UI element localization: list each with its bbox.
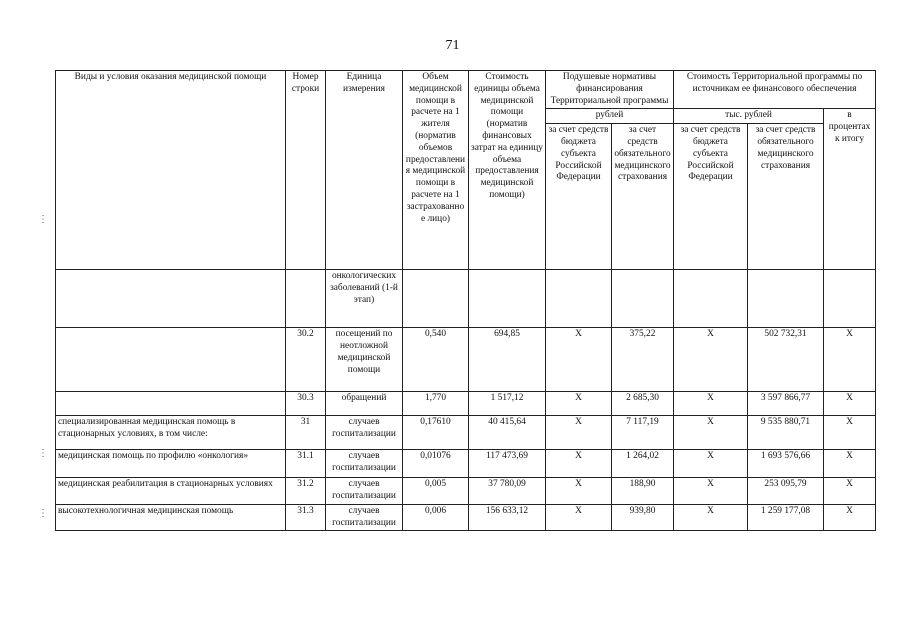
cell-unit-cost	[469, 270, 546, 328]
cell-budget-cost: Х	[674, 328, 748, 392]
cell-budget-norm: Х	[546, 328, 612, 392]
cell-budget-cost: Х	[674, 392, 748, 416]
header-regional-budget-cost: за счет средств бюджета субъекта Российской Федерации	[674, 124, 748, 270]
table-row	[56, 270, 876, 328]
cell-budget-cost: Х	[674, 504, 748, 531]
cell-care-type	[56, 392, 286, 416]
cell-percent: Х	[824, 504, 876, 531]
cell-oms-cost: 1 693 576,66	[748, 450, 824, 478]
cell-percent: Х	[824, 328, 876, 392]
cell-unit-cost: 37 780,09	[469, 478, 546, 505]
table-row	[56, 392, 876, 416]
cell-volume: 0,006	[403, 504, 469, 531]
cell-budget-norm: Х	[546, 450, 612, 478]
cell-budget-norm	[546, 270, 612, 328]
cell-percent: Х	[824, 450, 876, 478]
cell-care-type	[56, 328, 286, 392]
cell-oms-cost: 253 095,79	[748, 478, 824, 505]
table-body	[56, 270, 876, 531]
cell-row-number: 31.1	[286, 450, 326, 478]
header-oms: за счет средств обязательного медицинского страхования	[612, 124, 674, 270]
margin-mark: ⋮	[38, 448, 48, 459]
cell-care-type	[56, 270, 286, 328]
cell-row-number: 30.3	[286, 392, 326, 416]
header-per-capita-norms: Подушевые нормативы финансирования Территориальной программы	[546, 71, 674, 109]
header-volume: Объем медицинской помощи в расчете на 1 жителя (норматив объемов предоставления медицинской помощи в расчете на 1 застрахованное лицо)	[403, 71, 469, 270]
cell-unit: обращений	[326, 392, 403, 416]
header-regional-budget: за счет средств бюджета субъекта Российской Федерации	[546, 124, 612, 270]
cell-unit-cost: 1 517,12	[469, 392, 546, 416]
cell-unit-cost: 156 633,12	[469, 504, 546, 531]
table-row	[56, 478, 876, 505]
cell-oms-cost: 9 535 880,71	[748, 416, 824, 450]
cell-row-number: 31	[286, 416, 326, 450]
cell-volume: 0,01076	[403, 450, 469, 478]
table-row	[56, 504, 876, 531]
header-program-cost: Стоимость Территориальной программы по источникам ее финансового обеспечения	[674, 71, 876, 109]
cell-unit-cost: 694,85	[469, 328, 546, 392]
page-number: 71	[445, 38, 460, 53]
table-row	[56, 450, 876, 478]
cell-budget-norm: Х	[546, 478, 612, 505]
cell-percent: Х	[824, 392, 876, 416]
cell-unit: случаев госпитализации	[326, 450, 403, 478]
cell-budget-norm: Х	[546, 416, 612, 450]
cell-volume	[403, 270, 469, 328]
cell-budget-cost: Х	[674, 478, 748, 505]
cell-volume: 0,005	[403, 478, 469, 505]
cell-row-number: 31.3	[286, 504, 326, 531]
cell-oms-cost: 502 732,31	[748, 328, 824, 392]
cell-percent: Х	[824, 478, 876, 505]
cell-oms-norm	[612, 270, 674, 328]
cell-budget-norm: Х	[546, 504, 612, 531]
header-unit-cost: Стоимость единицы объема медицинской помощи (норматив финансовых затрат на единицу объема предоставления медицинской помощи)	[469, 71, 546, 270]
cell-care-type: высокотехнологичная медицинская помощь	[56, 504, 286, 531]
cell-oms-norm: 939,80	[612, 504, 674, 531]
table-row	[56, 416, 876, 450]
cell-budget-cost	[674, 270, 748, 328]
table-row	[56, 328, 876, 392]
cell-oms-norm: 188,90	[612, 478, 674, 505]
header-unit-rubles: рублей	[546, 109, 674, 124]
cell-row-number: 30.2	[286, 328, 326, 392]
table-header	[56, 71, 876, 270]
cell-oms-norm: 1 264,02	[612, 450, 674, 478]
cell-oms-cost: 3 597 866,77	[748, 392, 824, 416]
cell-budget-cost: Х	[674, 416, 748, 450]
cell-volume: 0,17610	[403, 416, 469, 450]
cell-budget-cost: Х	[674, 450, 748, 478]
cell-unit: случаев госпитализации	[326, 416, 403, 450]
cell-unit: случаев госпитализации	[326, 478, 403, 505]
cell-oms-cost	[748, 270, 824, 328]
cell-care-type: специализированная медицинская помощь в стационарных условиях, в том числе:	[56, 416, 286, 450]
cell-oms-norm: 375,22	[612, 328, 674, 392]
cell-unit: посещений по неотложной медицинской помощи	[326, 328, 403, 392]
cell-unit: онкологических заболеваний (1-й этап)	[326, 270, 403, 328]
cell-volume: 1,770	[403, 392, 469, 416]
cell-percent: Х	[824, 416, 876, 450]
cell-oms-norm: 2 685,30	[612, 392, 674, 416]
header-percent-of-total: в процентах к итогу	[824, 109, 876, 270]
header-care-type: Виды и условия оказания медицинской помощи	[56, 71, 286, 270]
cell-budget-norm: Х	[546, 392, 612, 416]
margin-mark: ⋮	[38, 214, 48, 225]
header-row-number: Номер строки	[286, 71, 326, 270]
header-unit: Единица измерения	[326, 71, 403, 270]
cell-row-number	[286, 270, 326, 328]
header-unit-thousand-rubles: тыс. рублей	[674, 109, 824, 124]
cell-oms-cost: 1 259 177,08	[748, 504, 824, 531]
cell-unit-cost: 40 415,64	[469, 416, 546, 450]
cell-oms-norm: 7 117,19	[612, 416, 674, 450]
cell-unit: случаев госпитализации	[326, 504, 403, 531]
cell-percent	[824, 270, 876, 328]
header-oms-cost: за счет средств обязательного медицинского страхования	[748, 124, 824, 270]
cell-volume: 0,540	[403, 328, 469, 392]
cell-care-type: медицинская помощь по профилю «онкология»	[56, 450, 286, 478]
cell-row-number: 31.2	[286, 478, 326, 505]
cell-unit-cost: 117 473,69	[469, 450, 546, 478]
margin-mark: ⋮	[38, 508, 48, 519]
cell-care-type: медицинская реабилитация в стационарных условиях	[56, 478, 286, 505]
medical-care-table	[55, 70, 876, 531]
